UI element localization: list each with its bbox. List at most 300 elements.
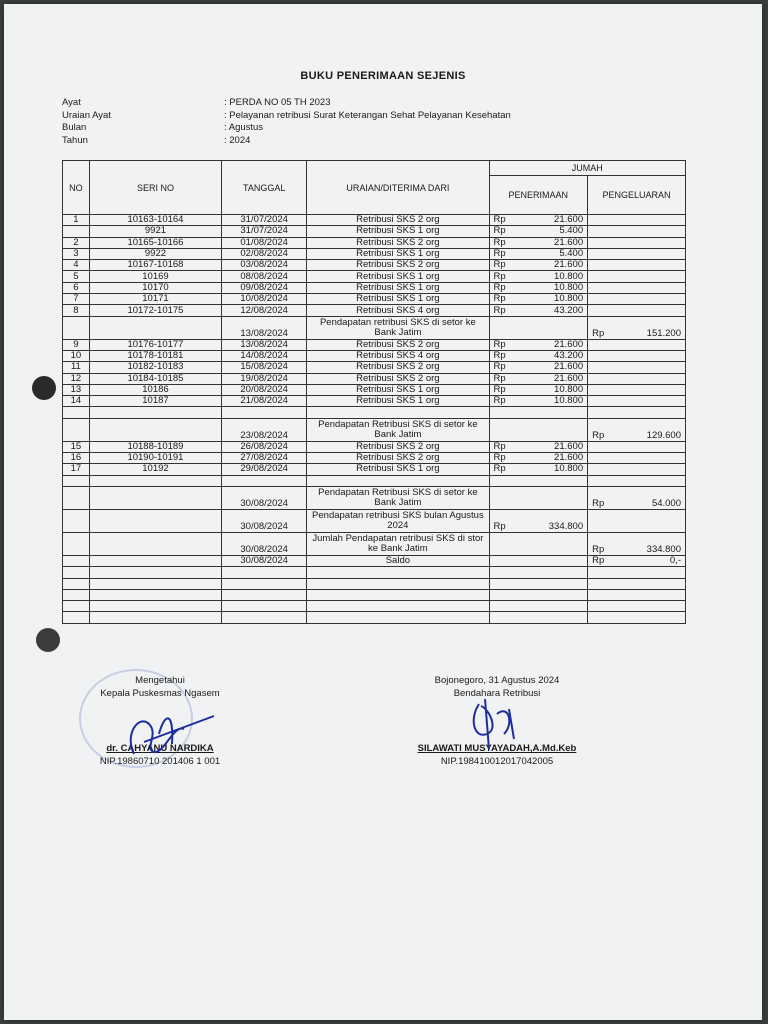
cell-uraian: Retribusi SKS 2 org [307,237,489,248]
cell-tanggal [222,612,307,623]
cell-rp-penerimaan [489,532,518,555]
cell-no [63,601,90,612]
cell-uraian: Pendapatan Retribusi SKS di setor ke Bank Jatim [307,486,489,509]
cell-tanggal: 26/08/2024 [222,441,307,452]
cell-pengeluaran [617,578,686,589]
cell-penerimaan: 21.600 [518,441,587,452]
cell-rp-penerimaan [489,589,518,600]
cell-penerimaan: 10.800 [518,271,587,282]
cell-penerimaan: 334.800 [518,509,587,532]
cell-tanggal: 27/08/2024 [222,453,307,464]
table-row [63,384,686,395]
cell-tanggal: 02/08/2024 [222,248,307,259]
table-row [63,226,686,237]
cell-seri-no: 10187 [89,396,221,407]
cell-rp-pengeluaran [588,464,617,475]
table-row [63,260,686,271]
cell-uraian: Retribusi SKS 1 org [307,271,489,282]
meta-value: : Agustus [224,122,264,133]
cell-pengeluaran [617,396,686,407]
cell-rp-pengeluaran [588,441,617,452]
cell-rp-pengeluaran [588,294,617,305]
header-uraian: URAIAN/DITERIMA DARI [307,161,489,215]
cell-no: 10 [63,350,90,361]
cell-uraian: Retribusi SKS 1 org [307,396,489,407]
cell-tanggal: 13/08/2024 [222,339,307,350]
signature-right-line1: Bojonegoro, 31 Agustus 2024 [434,675,560,686]
cell-pengeluaran [617,237,686,248]
document-title: BUKU PENERIMAAN SEJENIS [300,70,466,82]
cell-penerimaan [518,567,587,578]
cell-seri-no [89,601,221,612]
cell-penerimaan: 21.600 [518,373,587,384]
cell-tanggal: 20/08/2024 [222,384,307,395]
cell-rp-pengeluaran [588,578,617,589]
cell-seri-no [89,555,221,566]
header-no: NO [63,161,90,215]
cell-tanggal [222,475,307,486]
cell-uraian [307,475,489,486]
cell-uraian: Retribusi SKS 2 org [307,260,489,271]
table-row [63,601,686,612]
cell-rp-penerimaan [489,578,518,589]
cell-uraian: Retribusi SKS 1 org [307,248,489,259]
cell-rp-pengeluaran: Rp [588,316,617,339]
handwritten-signature-right [459,694,539,754]
cell-rp-pengeluaran [588,226,617,237]
cell-pengeluaran [617,601,686,612]
cell-penerimaan [518,486,587,509]
cell-rp-penerimaan: Rp [489,215,518,226]
cell-rp-pengeluaran [588,567,617,578]
cell-rp-penerimaan: Rp [489,384,518,395]
cell-uraian: Jumlah Pendapatan retribusi SKS di stor ke Bank Jatim [307,532,489,555]
header-jumlah: JUMAH [489,161,685,176]
cell-rp-penerimaan [489,486,518,509]
cell-rp-pengeluaran [588,384,617,395]
meta-row [62,135,511,148]
cell-rp-pengeluaran [588,339,617,350]
cell-tanggal [222,601,307,612]
cell-rp-pengeluaran [588,475,617,486]
cell-rp-penerimaan [489,601,518,612]
cell-uraian: Retribusi SKS 2 org [307,339,489,350]
cell-penerimaan: 10.800 [518,294,587,305]
cell-no: 14 [63,396,90,407]
cell-rp-penerimaan: Rp [489,294,518,305]
cell-pengeluaran: 129.600 [617,418,686,441]
cell-no [63,407,90,418]
cell-uraian [307,578,489,589]
cell-rp-pengeluaran: Rp [588,532,617,555]
cell-pengeluaran [617,464,686,475]
cell-no: 17 [63,464,90,475]
table-row [63,418,686,441]
table-row [63,350,686,361]
table-row [63,464,686,475]
cell-penerimaan [518,532,587,555]
cell-pengeluaran [617,453,686,464]
cell-no: 2 [63,237,90,248]
table-row [63,339,686,350]
cell-no: 9 [63,339,90,350]
cell-pengeluaran [617,509,686,532]
cell-rp-pengeluaran: Rp [588,555,617,566]
cell-no [63,418,90,441]
cell-no: 5 [63,271,90,282]
cell-rp-penerimaan: Rp [489,339,518,350]
cell-rp-pengeluaran [588,350,617,361]
meta-key: Tahun [62,134,88,146]
cell-seri-no [89,407,221,418]
table-row [63,567,686,578]
meta-value: : 2024 [224,134,251,146]
cell-uraian: Retribusi SKS 1 org [307,294,489,305]
cell-rp-penerimaan: Rp [489,271,518,282]
cell-tanggal [222,589,307,600]
ledger-table [62,160,686,624]
table-row [63,316,686,339]
cell-no [63,578,90,589]
cell-seri-no: 10171 [89,294,221,305]
cell-tanggal: 01/08/2024 [222,237,307,248]
cell-rp-pengeluaran: Rp [588,486,617,509]
header-pengeluaran: PENGELUARAN [588,176,686,215]
cell-seri-no [89,567,221,578]
cell-pengeluaran [617,305,686,316]
cell-seri-no [89,486,221,509]
meta-value: : PERDA NO 05 TH 2023 [224,97,331,108]
cell-rp-pengeluaran [588,601,617,612]
cell-uraian [307,601,489,612]
cell-tanggal: 19/08/2024 [222,373,307,384]
table-row [63,532,686,555]
table-row [63,453,686,464]
cell-rp-pengeluaran [588,271,617,282]
cell-tanggal: 10/08/2024 [222,294,307,305]
cell-seri-no: 10163-10164 [89,215,221,226]
meta-row [62,122,511,135]
cell-no [63,612,90,623]
table-row [63,396,686,407]
cell-tanggal: 03/08/2024 [222,260,307,271]
cell-rp-pengeluaran [588,589,617,600]
cell-penerimaan: 21.600 [518,362,587,373]
cell-rp-penerimaan [489,612,518,623]
cell-pengeluaran [617,475,686,486]
signature-right-line2: Bendahara Retribusi [453,688,541,699]
cell-penerimaan [518,601,587,612]
cell-tanggal [222,578,307,589]
cell-penerimaan [518,578,587,589]
cell-tanggal: 21/08/2024 [222,396,307,407]
cell-seri-no: 10170 [89,282,221,293]
cell-penerimaan: 10.800 [518,384,587,395]
table-row [63,362,686,373]
cell-rp-penerimaan: Rp [489,509,518,532]
cell-no: 7 [63,294,90,305]
cell-penerimaan: 43.200 [518,350,587,361]
cell-pengeluaran [617,248,686,259]
table-row [63,589,686,600]
table-row [63,305,686,316]
signature-right-name: SILAWATI MUSYAYADAH,A.Md.Keb [417,743,577,754]
cell-pengeluaran [617,384,686,395]
cell-rp-penerimaan [489,407,518,418]
cell-penerimaan: 21.600 [518,339,587,350]
table-row [63,294,686,305]
cell-penerimaan: 21.600 [518,453,587,464]
signature-left-nip: NIP.19860710 201406 1 001 [99,756,221,767]
cell-no: 11 [63,362,90,373]
cell-rp-pengeluaran: Rp [588,418,617,441]
cell-tanggal: 31/07/2024 [222,226,307,237]
signature-left-line2: Kepala Puskesmas Ngasem [100,688,220,699]
signature-left-name: dr. CAHYANU NARDIKA [106,743,214,754]
cell-no [63,486,90,509]
cell-pengeluaran: 0,- [617,555,686,566]
cell-rp-pengeluaran [588,248,617,259]
cell-pengeluaran [617,282,686,293]
header-tanggal: TANGGAL [222,161,307,215]
cell-pengeluaran [617,260,686,271]
cell-rp-penerimaan: Rp [489,396,518,407]
table-row [63,486,686,509]
cell-penerimaan [518,589,587,600]
cell-rp-penerimaan [489,555,518,566]
cell-no: 13 [63,384,90,395]
cell-penerimaan: 5.400 [518,248,587,259]
cell-uraian [307,407,489,418]
cell-no [63,567,90,578]
cell-no [63,509,90,532]
cell-tanggal: 09/08/2024 [222,282,307,293]
cell-tanggal: 13/08/2024 [222,316,307,339]
cell-seri-no: 10182-10183 [89,362,221,373]
cell-rp-penerimaan: Rp [489,237,518,248]
cell-pengeluaran [617,407,686,418]
cell-pengeluaran [617,612,686,623]
cell-uraian: Pendapatan Retribusi SKS di setor ke Bank Jatim [307,418,489,441]
cell-tanggal: 29/08/2024 [222,464,307,475]
cell-seri-no: 10176-10177 [89,339,221,350]
cell-rp-penerimaan: Rp [489,350,518,361]
table-row [63,407,686,418]
cell-no: 1 [63,215,90,226]
cell-no [63,226,90,237]
table-row [63,248,686,259]
cell-uraian: Pendapatan retribusi SKS bulan Agustus 2024 [307,509,489,532]
cell-rp-penerimaan: Rp [489,362,518,373]
cell-pengeluaran: 151.200 [617,316,686,339]
cell-rp-pengeluaran [588,215,617,226]
cell-rp-pengeluaran [588,396,617,407]
cell-uraian: Retribusi SKS 2 org [307,373,489,384]
cell-uraian: Retribusi SKS 4 org [307,350,489,361]
cell-tanggal: 30/08/2024 [222,555,307,566]
cell-no [63,532,90,555]
cell-uraian [307,612,489,623]
table-row [63,237,686,248]
cell-penerimaan: 10.800 [518,282,587,293]
cell-uraian: Retribusi SKS 2 org [307,215,489,226]
cell-penerimaan: 10.800 [518,396,587,407]
cell-seri-no [89,418,221,441]
cell-pengeluaran [617,441,686,452]
cell-tanggal: 23/08/2024 [222,418,307,441]
cell-no: 3 [63,248,90,259]
meta-key: Bulan [62,122,87,133]
cell-penerimaan [518,555,587,566]
document-page [4,4,762,1020]
cell-tanggal: 12/08/2024 [222,305,307,316]
cell-seri-no: 10165-10166 [89,237,221,248]
cell-uraian: Retribusi SKS 2 org [307,362,489,373]
cell-uraian: Retribusi SKS 4 org [307,305,489,316]
cell-pengeluaran: 334.800 [617,532,686,555]
cell-pengeluaran [617,294,686,305]
cell-pengeluaran [617,339,686,350]
cell-seri-no: 10172-10175 [89,305,221,316]
cell-seri-no [89,589,221,600]
cell-pengeluaran [617,350,686,361]
cell-penerimaan: 5.400 [518,226,587,237]
cell-rp-penerimaan: Rp [489,226,518,237]
cell-seri-no [89,475,221,486]
cell-rp-pengeluaran [588,260,617,271]
cell-tanggal: 08/08/2024 [222,271,307,282]
cell-rp-pengeluaran [588,362,617,373]
cell-seri-no: 10190-10191 [89,453,221,464]
cell-penerimaan [518,612,587,623]
cell-no [63,555,90,566]
table-row [63,555,686,566]
cell-uraian: Retribusi SKS 1 org [307,226,489,237]
cell-uraian: Saldo [307,555,489,566]
cell-uraian: Retribusi SKS 2 org [307,453,489,464]
cell-seri-no [89,612,221,623]
cell-seri-no: 10169 [89,271,221,282]
cell-rp-pengeluaran [588,282,617,293]
cell-seri-no [89,532,221,555]
cell-no [63,589,90,600]
cell-tanggal: 15/08/2024 [222,362,307,373]
cell-rp-pengeluaran [588,407,617,418]
cell-seri-no: 10167-10168 [89,260,221,271]
cell-tanggal: 30/08/2024 [222,486,307,509]
cell-no: 16 [63,453,90,464]
cell-uraian: Pendapatan retribusi SKS di setor ke Bank Jatim [307,316,489,339]
cell-no: 8 [63,305,90,316]
cell-pengeluaran [617,271,686,282]
cell-uraian: Retribusi SKS 1 org [307,464,489,475]
cell-no: 12 [63,373,90,384]
signature-right-nip: NIP.198410012017042005 [440,756,554,767]
cell-no [63,316,90,339]
meta-key: Uraian Ayat [62,109,111,121]
cell-rp-penerimaan [489,475,518,486]
meta-key: Ayat [62,97,81,108]
cell-pengeluaran [617,567,686,578]
meta-row [62,110,511,123]
cell-rp-penerimaan: Rp [489,260,518,271]
table-row [63,215,686,226]
cell-tanggal: 31/07/2024 [222,215,307,226]
table-row [63,612,686,623]
cell-pengeluaran [617,215,686,226]
cell-tanggal [222,567,307,578]
header-penerimaan: PENERIMAAN [489,176,588,215]
cell-seri-no: 10186 [89,384,221,395]
cell-tanggal: 30/08/2024 [222,532,307,555]
cell-rp-penerimaan: Rp [489,453,518,464]
cell-seri-no [89,578,221,589]
cell-uraian [307,567,489,578]
cell-pengeluaran [617,589,686,600]
meta-row [62,97,511,110]
handwritten-signature-left [104,704,224,764]
cell-seri-no: 10184-10185 [89,373,221,384]
table-row [63,373,686,384]
table-row [63,282,686,293]
cell-tanggal: 14/08/2024 [222,350,307,361]
table-row [63,271,686,282]
cell-uraian: Retribusi SKS 1 org [307,384,489,395]
cell-seri-no [89,316,221,339]
cell-penerimaan: 10.800 [518,464,587,475]
cell-seri-no: 10188-10189 [89,441,221,452]
cell-rp-penerimaan: Rp [489,373,518,384]
cell-rp-penerimaan [489,567,518,578]
cell-penerimaan: 21.600 [518,237,587,248]
cell-uraian: Retribusi SKS 2 org [307,441,489,452]
cell-no: 4 [63,260,90,271]
cell-rp-penerimaan [489,418,518,441]
cell-uraian [307,589,489,600]
document-meta [62,97,511,147]
punch-hole [32,376,56,400]
cell-seri-no [89,509,221,532]
cell-rp-pengeluaran [588,612,617,623]
table-row [63,578,686,589]
cell-rp-penerimaan: Rp [489,248,518,259]
cell-seri-no: 10178-10181 [89,350,221,361]
signature-left-line1: Mengetahui [135,675,185,686]
table-row [63,475,686,486]
cell-pengeluaran [617,362,686,373]
cell-no: 15 [63,441,90,452]
punch-hole [36,628,60,652]
table-row [63,441,686,452]
cell-pengeluaran [617,226,686,237]
cell-rp-penerimaan [489,316,518,339]
cell-rp-pengeluaran [588,305,617,316]
cell-tanggal: 30/08/2024 [222,509,307,532]
cell-penerimaan [518,316,587,339]
cell-no: 6 [63,282,90,293]
meta-value: : Pelayanan retribusi Surat Keterangan Sehat Pelayanan Kesehatan [224,109,511,121]
cell-pengeluaran [617,373,686,384]
cell-rp-penerimaan: Rp [489,282,518,293]
cell-pengeluaran: 54.000 [617,486,686,509]
cell-tanggal [222,407,307,418]
cell-no [63,475,90,486]
cell-penerimaan [518,475,587,486]
header-seri-no: SERI NO [89,161,221,215]
cell-penerimaan: 43.200 [518,305,587,316]
cell-seri-no: 9921 [89,226,221,237]
cell-rp-pengeluaran [588,453,617,464]
